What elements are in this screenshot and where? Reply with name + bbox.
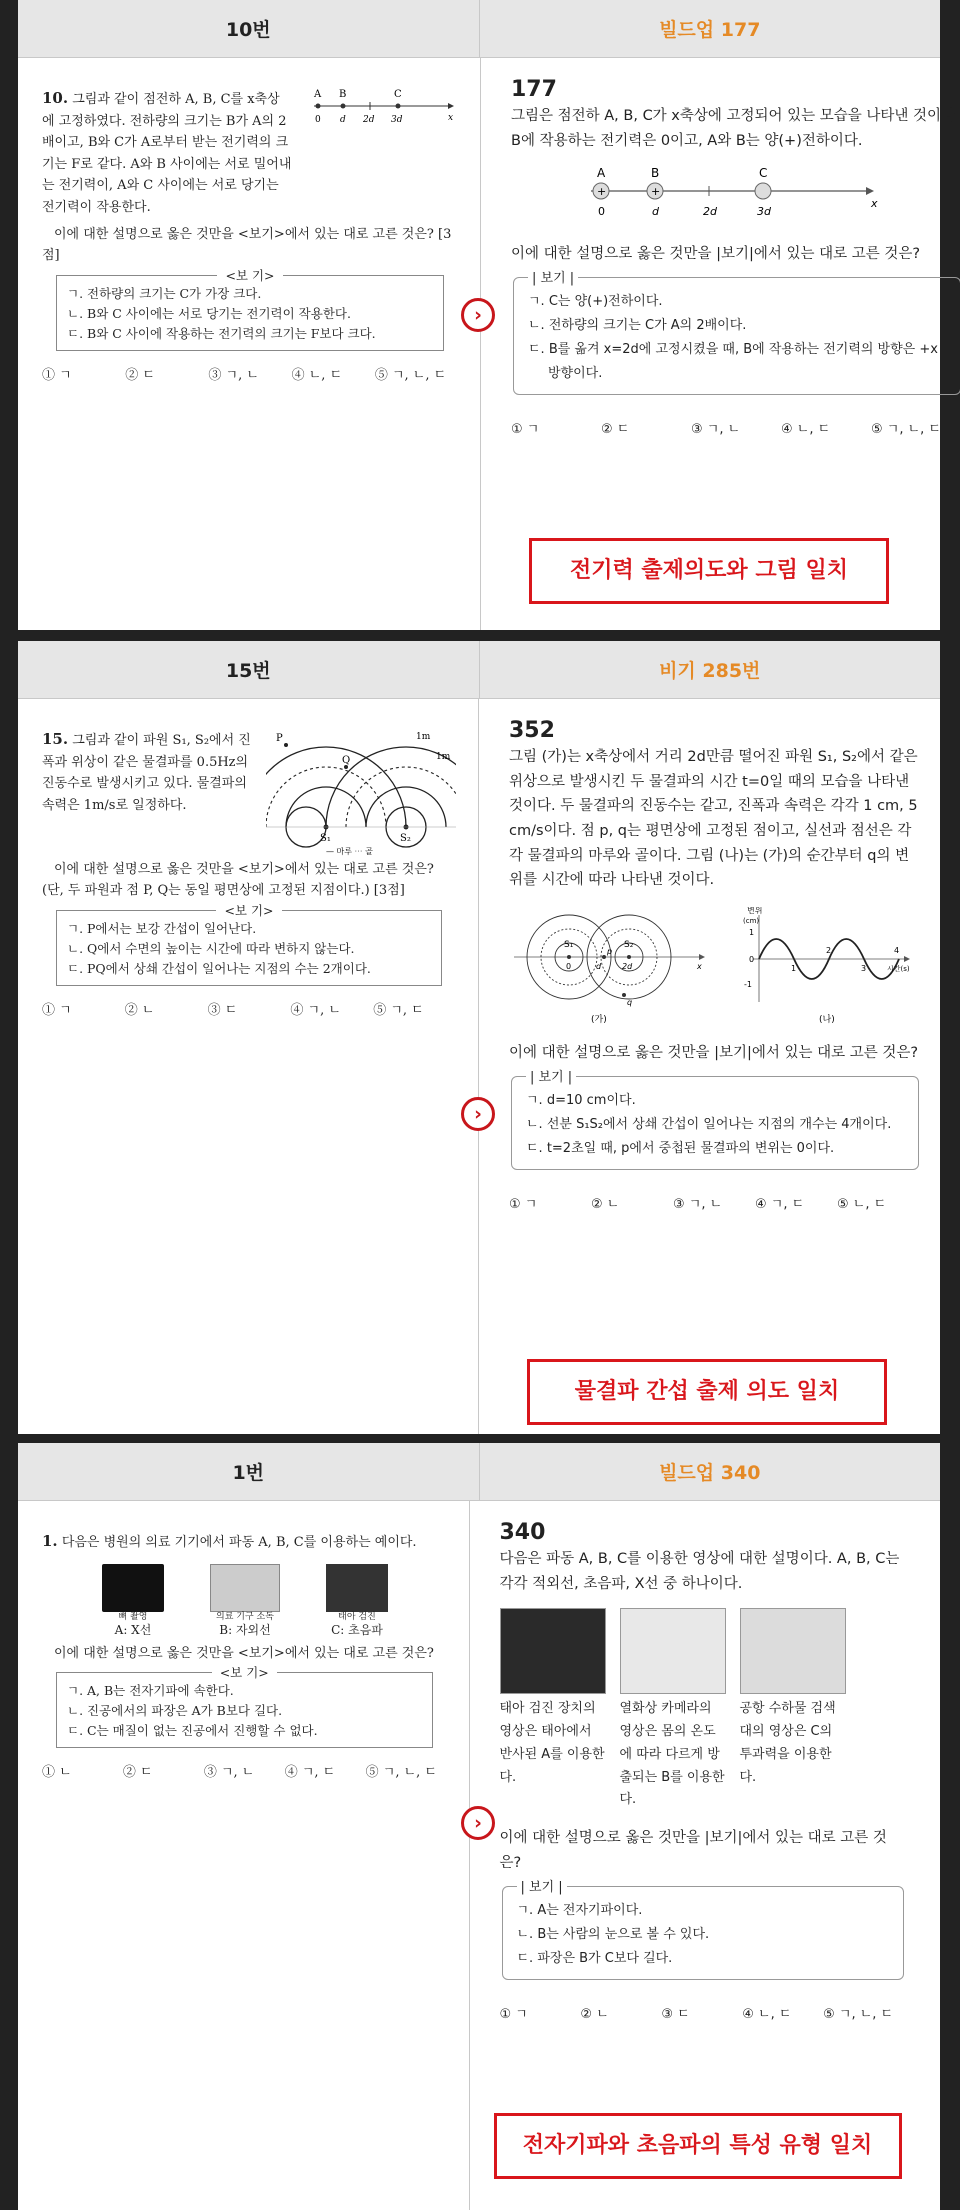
section-header [18,1443,940,1501]
option[interactable]: ③ ㄱ, ㄴ [208,367,259,383]
option[interactable]: ⑤ ㄱ, ㄴ, ㄷ [871,421,941,437]
bogi-title: <보 기> [212,1665,277,1680]
section-header [18,641,940,699]
answer-options [509,1194,919,1216]
thermal-camera-image [620,1608,726,1694]
image-card [620,1608,726,1812]
bogi-box [56,902,442,986]
airport-scanner-image [740,1608,846,1694]
option[interactable]: ④ ㄱ, ㄷ [755,1196,805,1212]
option[interactable]: ② ㄷ [125,367,155,383]
question-ask: 이에 대한 설명으로 옳은 것만을 <보기>에서 있는 대로 고른 것은? (단, 두 파원과 점 P, Q는 동일 평면상에 고정된 지점이다.) [3점] [42,862,434,899]
bogi-item: ㄴ. B는 사람의 눈으로 볼 수 있다. [516,1926,710,1942]
image-ultrasound [326,1564,388,1637]
option[interactable]: ① ㄱ [42,1002,72,1018]
option[interactable]: ② ㄴ [580,2006,609,2022]
question-ask: 이에 대한 설명으로 옳은 것만을 <보기>에서 있는 대로 고른 것은? [54,1645,434,1661]
bogi-item: ㄷ. PQ에서 상쇄 간섭이 일어나는 지점의 수는 2개이다. [67,960,371,976]
fig-label: 0 [749,955,755,965]
question-number: 340 [499,1520,546,1545]
bogi-box [502,1879,905,1980]
fig-label: 4 [894,946,900,956]
bogi-title: | 보기 | [517,1876,567,1900]
fig-label: 변위 [747,907,763,916]
fig-label: 0 [566,962,572,972]
textbook-question-title: 빌드업 177 [659,19,761,41]
option[interactable]: ① ㄱ [42,367,72,383]
fig-label: 시간(s) [887,965,910,974]
wave-interference-figure [266,727,456,857]
fig-label: d [652,205,659,219]
fig-label: + [651,185,661,199]
option[interactable]: ⑤ ㄱ, ㄴ, ㄷ [365,1765,437,1781]
option[interactable]: ④ ㄴ, ㄷ [742,2006,792,2022]
card-text: 공항 수하물 검색대의 영상은 C의 투과력을 이용한다. [739,1701,836,1785]
option[interactable]: ④ ㄴ, ㄷ [781,421,831,437]
bogi-item: ㄴ. 진공에서의 파장은 A가 B보다 길다. [67,1703,283,1719]
question-text: 다음은 병원의 의료 기기에서 파동 A, B, C를 이용하는 예이다. [61,1535,417,1550]
option[interactable]: ② ㄴ [124,1002,155,1018]
question-number: 352 [509,718,555,743]
exam-question-title: 15번 [18,641,480,698]
fig-label: 1 [791,964,797,974]
bogi-item: ㄷ. 파장은 B가 C보다 길다. [516,1950,673,1966]
fig-label: d [340,115,346,125]
option[interactable]: ⑤ ㄱ, ㄷ [373,1002,424,1018]
question-number: 177 [511,77,557,102]
bogi-title: | 보기 | [528,267,578,291]
sterilizer-image [210,1564,280,1612]
bogi-item: ㄴ. B와 C 사이에는 서로 당기는 전기력이 작용한다. [67,305,351,321]
question-text: 그림과 같이 점전하 A, B, C를 x축상에 고정하였다. 전하량의 크기는 B가 A의 2배이고, B와 C가 A로부터 받는 전기력의 크기는 F로 같다. A와 B 사이에는 서로 밀어내는 전기력이, A와 C 사이에는 서로 당기는 전기력이 작용한다. [42,92,292,215]
answer-options [500,2004,905,2026]
option[interactable]: ③ ㄱ, ㄴ [691,421,741,437]
option[interactable]: ③ ㄱ, ㄴ [203,1765,255,1781]
image-card [500,1608,606,1812]
option[interactable]: ① ㄱ [509,1196,538,1212]
exam-question [18,58,481,630]
bogi-box [511,1069,919,1170]
option[interactable]: ③ ㄱ, ㄴ [673,1196,723,1212]
fig-label: x [871,197,878,211]
question-text: 다음은 파동 A, B, C를 이용한 영상에 대한 설명이다. A, B, C는 각각 적외선, 초음파, X선 중 하나이다. [499,1551,900,1592]
ultrasound-image [326,1564,388,1612]
bogi-title: <보 기> [217,268,282,283]
image-card [740,1608,846,1812]
fig-label: B [339,89,347,100]
fig-label: Q [342,755,351,766]
option[interactable]: ④ ㄱ, ㄴ [290,1002,341,1018]
option[interactable]: ② ㄷ [122,1765,153,1781]
bogi-item: ㄴ. 선분 S₁S₂에서 상쇄 간섭이 일어나는 지점의 개수는 4개이다. [526,1116,892,1132]
fig-label: S₂ [400,833,411,844]
option[interactable]: ② ㄷ [601,421,630,437]
bogi-item: ㄱ. 전하량의 크기는 C가 가장 크다. [67,285,262,301]
wave-source-figure [509,907,719,1027]
fig-label: p [607,947,613,957]
fig-label: 3 [861,964,867,974]
textbook-question [479,699,955,1434]
bogi-item: ㄴ. Q에서 수면의 높이는 시간에 따라 변하지 않는다. [67,940,355,956]
fig-label: 2d [363,115,375,125]
question-ask: 이에 대한 설명으로 옳은 것만을 |보기|에서 있는 대로 고른 것은? [499,1830,887,1871]
fig-label: P [276,733,283,744]
fig-label: B [651,167,660,181]
bogi-item: ㄱ. P에서는 보강 간섭이 일어난다. [67,920,257,936]
option[interactable]: ④ ㄱ, ㄷ [284,1765,336,1781]
fig-label: S₁ [564,940,574,951]
charge-axis-figure [561,167,960,227]
fig-label: x [448,113,454,123]
fig-label: S₁ [320,833,331,844]
bogi-box [56,267,444,351]
fig-label: 3d [391,115,403,125]
section-header [18,0,940,58]
option[interactable]: ② ㄴ [591,1196,620,1212]
textbook-question [481,58,960,630]
question-ask: 이에 대한 설명으로 옳은 것만을 |보기|에서 있는 대로 고른 것은? [511,246,921,263]
option[interactable]: ③ ㄷ [207,1002,238,1018]
question-text: 그림은 점전하 A, B, C가 x축상에 고정되어 있는 모습을 나타낸 것이다. B에 작용하는 전기력은 0이고, A와 B는 양(+)전하이다. [511,108,960,149]
fig-label: 2d [703,205,717,219]
arrow-right-icon: › [461,298,495,332]
fig-label: 2 [826,946,832,956]
match-stamp: 전자기파와 초음파의 특성 유형 일치 [494,2113,902,2179]
fig-label: 1 [749,928,755,938]
answer-options [511,419,960,441]
bogi-item: ㄷ. B와 C 사이에 작용하는 전기력의 크기는 F보다 크다. [67,325,376,341]
card-text: 태아 검진 장치의 영상은 태아에서 반사된 A를 이용한다. [499,1701,605,1785]
image-xray [102,1564,164,1637]
option[interactable]: ⑤ ㄴ, ㄷ [837,1196,887,1212]
image-caption: C: 초음파 [331,1622,383,1637]
bogi-item: ㄱ. d=10 cm이다. [526,1092,636,1108]
bogi-item: ㄷ. t=2초일 때, p에서 중첩된 물결파의 변위는 0이다. [526,1140,835,1156]
fig-caption: (가) [591,1015,607,1026]
comparison-section-1 [18,0,960,630]
answer-options [42,365,458,386]
exam-question-title: 1번 [18,1443,480,1500]
bogi-item: ㄱ. A는 전자기파이다. [516,1902,643,1918]
fig-label: 0 [598,205,605,219]
question-ask: 이에 대한 설명으로 옳은 것만을 <보기>에서 있는 대로 고른 것은? [3점] [42,226,452,264]
option[interactable]: ⑤ ㄱ, ㄴ, ㄷ [374,367,447,383]
image-caption: 태아 검진 [338,1611,376,1622]
option[interactable]: ⑤ ㄱ, ㄴ, ㄷ [823,2006,894,2022]
fig-label: d [596,962,602,972]
bogi-item: ㄴ. 전하량의 크기는 C가 A의 2배이다. [528,317,747,333]
comparison-section-3 [18,1443,940,2210]
image-caption: A: X선 [114,1622,152,1637]
bogi-item: ㄱ. A, B는 전자기파에 속한다. [67,1683,234,1699]
question-number: 1. [42,1532,58,1550]
question-ask: 이에 대한 설명으로 옳은 것만을 |보기|에서 있는 대로 고른 것은? [509,1045,919,1062]
hand-xray-image [102,1564,164,1612]
textbook-question [470,1501,941,2210]
fig-label: 1m [416,732,431,742]
comparison-section-2 [18,641,940,1434]
question-number: 15. [42,730,69,748]
bogi-title: <보 기> [216,903,281,918]
option[interactable]: ④ ㄴ, ㄷ [291,367,343,383]
arrow-right-icon: › [461,1806,495,1840]
fig-label: 0 [315,115,321,125]
exam-question-title: 10번 [18,0,480,57]
fig-label: 1m [436,752,451,762]
answer-options [42,1762,447,1783]
card-text: 열화상 카메라의 영상은 몸의 온도에 따라 다르게 방출되는 B를 이용한다. [619,1701,725,1808]
bogi-item: ㄷ. B를 옮겨 x=2d에 고정시켰을 때, B에 작용하는 전기력의 방향은 +x 방향이다. [528,341,938,381]
bogi-box [56,1665,433,1748]
fig-label: A [314,89,322,100]
displacement-graph [739,907,919,1027]
fig-legend: — 마루 ⋯ 골 [326,847,373,856]
bogi-title: | 보기 | [526,1066,576,1090]
image-caption: B: 자외선 [219,1622,271,1637]
textbook-question-title: 비기 285번 [659,660,761,682]
answer-options [42,1000,456,1021]
question-text: 그림과 같이 파원 S₁, S₂에서 진폭과 위상이 같은 물결파를 0.5Hz의 진동수로 발생시키고 있다. 물결파의 속력은 1m/s로 일정하다. [42,733,251,813]
fig-label: (cm) [743,917,760,926]
fetal-ultrasound-image [500,1608,606,1694]
arrow-right-icon: › [461,1097,495,1131]
bogi-box [513,270,960,395]
option[interactable]: ① ㄱ [499,2006,528,2022]
question-number: 10. [42,89,69,107]
charge-axis-figure [298,86,458,136]
image-caption: 뼈 촬영 [118,1611,148,1622]
textbook-question-title: 빌드업 340 [659,1462,761,1484]
fig-label: C [394,89,402,100]
fig-label: -1 [744,980,752,990]
match-stamp: 물결파 간섭 출제 의도 일치 [527,1359,887,1425]
fig-label: A [597,167,606,181]
fig-label: C [759,167,768,181]
option[interactable]: ③ ㄷ [661,2006,690,2022]
fig-caption: (나) [819,1015,835,1026]
option[interactable]: ① ㄱ [511,421,540,437]
fig-label: x [697,962,702,972]
bogi-item: ㄱ. C는 양(+)전하이다. [528,293,663,309]
fig-label: q [627,998,633,1008]
image-sterilizer [210,1564,280,1637]
question-text: 그림 (가)는 x축상에서 거리 2d만큼 떨어진 파원 S₁, S₂에서 같은 위상으로 발생시킨 두 물결파의 시간 t=0일 때의 모습을 나타낸 것이다. 두 물결파의 진동수는 같고, 진폭과 속력은 각각 1 cm, 5 cm/s이다. 점 p, q는 평면상에 고정된 점이고, 실선과 점선은 각각 물결파의 마루와 골이다. 그림 (나)는 (가)의 순간부터 q의 변위를 시간에 따라 나타낸 것이다. [509,749,918,889]
fig-label: S₂ [624,940,634,951]
image-caption: 의료 기구 소독 [216,1611,274,1622]
fig-label: + [597,185,607,199]
option[interactable]: ① ㄴ [42,1765,72,1781]
fig-label: 2d [622,962,633,972]
exam-question [18,1501,470,2210]
exam-question [18,699,479,1434]
fig-label: 3d [757,205,771,219]
bogi-item: ㄷ. C는 매질이 없는 진공에서 진행할 수 없다. [67,1723,318,1739]
match-stamp: 전기력 출제의도와 그림 일치 [529,538,889,604]
